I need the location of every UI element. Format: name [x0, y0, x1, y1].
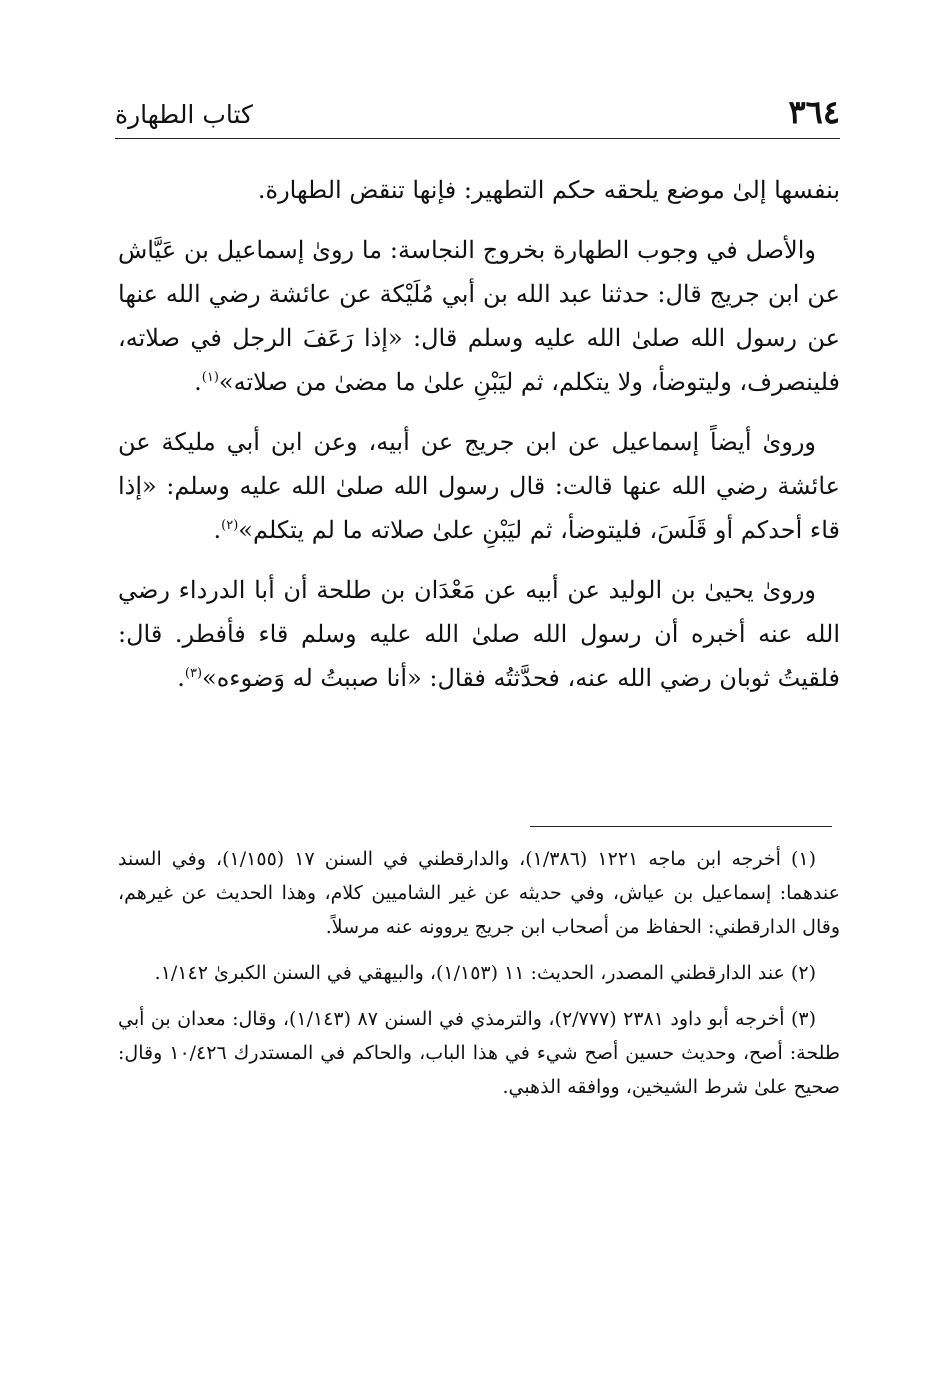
footnote-1: (١) أخرجه ابن ماجه ١٢٢١ (١/٣٨٦)، والدارقطني في السنن ١٧ (١/١٥٥)، وفي السند عندهما: إسماعيل بن عياش، وفي حديثه عن غير الشاميين كلام، وهذا الحديث عن غيرهم، وقال الدارقطني: الحفاظ من أصحاب ابن جريج يروونه عنه مرسلاً.	[118, 848, 840, 938]
paragraph-2-text: والأصل في وجوب الطهارة بخروج النجاسة: ما روىٰ إسماعيل بن عَيَّاش عن ابن جريج قال: حدثنا عبد الله بن أبي مُلَيْكة عن عائشة رضي الله عنها عن رسول الله صلىٰ الله عليه وسلم قال: «إذا رَعَفَ الرجل في صلاته، فلينصرف، وليتوضأ، ولا يتكلم، ثم ليَبْنِ علىٰ ما مضىٰ من صلاته»	[118, 236, 840, 396]
paragraph-2: والأصل في وجوب الطهارة بخروج النجاسة: ما روىٰ إسماعيل بن عَيَّاش عن ابن جريج قال: حدثنا عبد الله بن أبي مُلَيْكة عن عائشة رضي الله عنها عن رسول الله صلىٰ الله عليه وسلم قال: «إذا رَعَفَ الرجل في صلاته، فلينصرف، وليتوضأ، ولا يتكلم، ثم ليَبْنِ علىٰ ما مضىٰ من صلاته»$^{(١)}$.	[118, 236, 840, 396]
running-title: كتاب الطهارة	[115, 100, 253, 129]
page-number: ٣٦٤	[788, 93, 840, 131]
paragraph-4-text: وروىٰ يحيىٰ بن الوليد عن أبيه عن مَعْدَان بن طلحة أن أبا الدرداء رضي الله عنه أخبره أن رسول الله صلىٰ الله عليه وسلم قاء فأفطر. قال: فلقيتُ ثوبان رضي الله عنه، فحدَّثتُه فقال: «أنا صببتُ له وَضوءه»	[118, 576, 840, 692]
paragraph-4: وروىٰ يحيىٰ بن الوليد عن أبيه عن مَعْدَان بن طلحة أن أبا الدرداء رضي الله عنه أخبره أن رسول الله صلىٰ الله عليه وسلم قاء فأفطر. قال: فلقيتُ ثوبان رضي الله عنه، فحدَّثتُه فقال: «أنا صببتُ له وَضوءه»$^{(٣)}$.	[118, 576, 840, 692]
footnote-2: (٢) عند الدارقطني المصدر، الحديث: ١١ (١/١٥٣)، والبيهقي في السنن الكبرىٰ ١/١٤٢.	[154, 962, 816, 984]
paragraph-1-text: بنفسها إلىٰ موضع يلحقه حكم التطهير: فإنها تنقض الطهارة.	[257, 176, 840, 204]
footnote-ref-2[interactable]: (٢)	[221, 518, 239, 533]
page-header	[115, 92, 840, 144]
footnote-ref-3[interactable]: (٣)	[184, 666, 203, 681]
paragraph-3: وروىٰ أيضاً إسماعيل عن ابن جريج عن أبيه، وعن ابن أبي مليكة عن عائشة رضي الله عنها قالت: قال رسول الله صلىٰ الله عليه وسلم: «إذا قاء أحدكم أو قَلَسَ، فليتوضأ، ثم ليَبْنِ علىٰ صلاته ما لم يتكلم»$^{(٢)}$.	[118, 428, 840, 544]
footnote-3: (٣) أخرجه أبو داود ٢٣٨١ (٢/٧٧٧)، والترمذي في السنن ٨٧ (١/١٤٣)، وقال: معدان بن أبي طلحة: أصح، وحديث حسين أصح شيء في هذا الباب، والحاكم في المستدرك ١٠/٤٢٦ وقال: صحيح علىٰ شرط الشيخين، ووافقه الذهبي.	[118, 1008, 840, 1098]
footnote-ref-1[interactable]: (١)	[201, 370, 219, 385]
paragraph-1	[118, 168, 840, 212]
header-rule	[115, 138, 840, 139]
footnotes	[118, 842, 840, 1116]
paragraph-3-text: وروىٰ أيضاً إسماعيل عن ابن جريج عن أبيه، وعن ابن أبي مليكة عن عائشة رضي الله عنها قالت: قال رسول الله صلىٰ الله عليه وسلم: «إذا قاء أحدكم أو قَلَسَ، فليتوضأ، ثم ليَبْنِ علىٰ صلاته ما لم يتكلم»	[118, 428, 840, 544]
body-text	[118, 168, 840, 716]
footnote-rule	[530, 826, 832, 827]
